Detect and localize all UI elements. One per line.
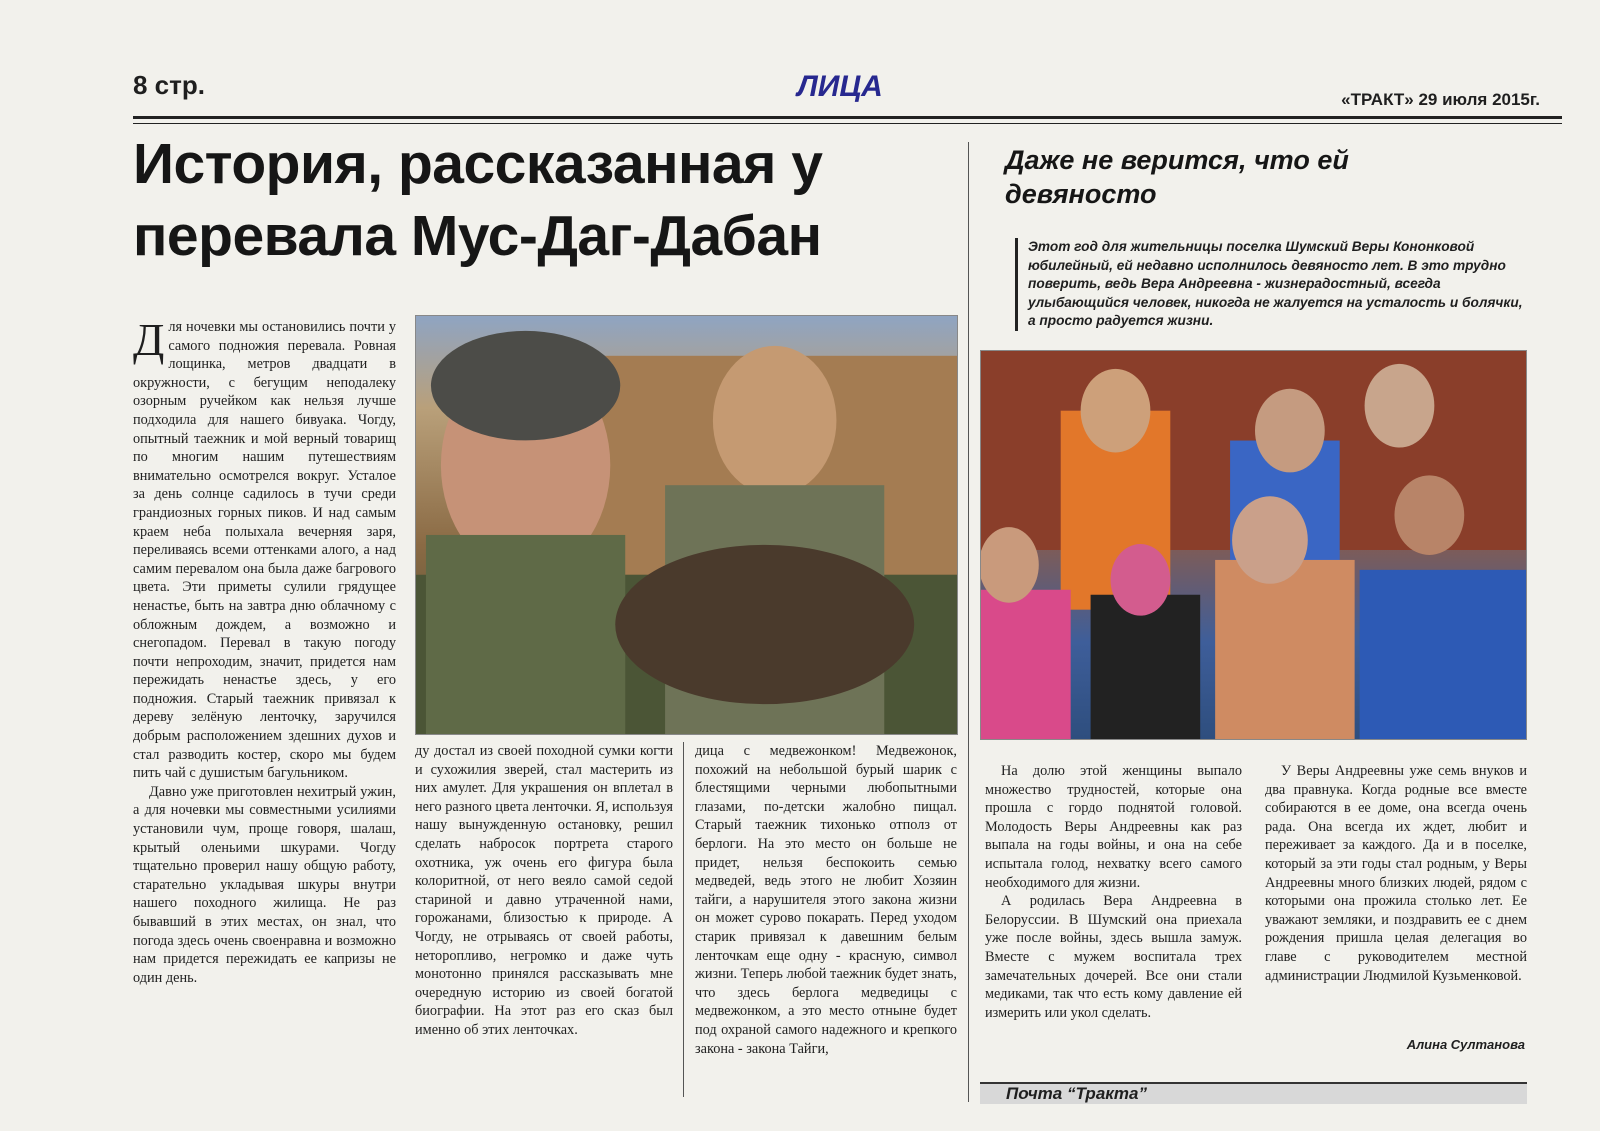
article1-paragraph-2: Давно уже приготовлен нехитрый ужин, а для ночевки мы совместными усилиями установили чум, проще говоря, шалаш, крытый оленьими шкурами. Чогду тщательно проверил нашу общую работу, старательно укладывая шкуры внутри нашего походного жилища. Не раз бывавший в этих местах, он знал, что погода здесь очень своенравна и возможно нам придется пережидать ее капризы не один день. [133,783,396,986]
article1-column-2 [415,742,673,1097]
header-rule-thin [133,123,1562,124]
article2-headline: Даже не верится, что ей девяносто [1005,145,1349,209]
article2-paragraph-2: А родилась Вера Андреевна в Белоруссии. В Шумский она приехала уже после войны, здесь вышла замуж. Вместе с мужем воспитала трех замечательных дочерей. Все они стали медиками, так что есть кому давление ей измерить или укол сделать. [985,893,1242,1021]
drop-cap: Д [133,318,165,365]
column-divider [683,742,684,1097]
article1-column-3 [695,742,957,1097]
article2-lead: Этот год для жительницы поселка Шумский Веры Кононковой юбилейный, ей недавно исполнилось девяносто лет. В это трудно поверить, ведь Вера Андреевна - жизнерадостный, всегда улыбающийся человек, никогда не жалуется на усталость и болячки, а просто радуется жизни. [1015,238,1530,331]
issue-date: «ТРАКТ» 29 июля 2015г. [1341,90,1540,109]
hunters-with-bear-cub-photo [415,315,958,735]
article2-paragraph-3: У Веры Андреевны уже семь внуков и два правнука. Когда родные все вместе собираются в ее доме, она всегда очень рада. Она всегда их ждет, любит и переживает за каждого. Да и в поселке, который за эти годы стал родным, у Веры Андреевны много близких людей, рядом с которыми она прожила столько лет. Ее уважают земляки, и поздравить ее с днем рождения пришла целая делегация во главе с руководителем местной администрации Людмилой Кузьменковой. [1265,763,1527,984]
article1-column-3-text: дица с медвежонком! Медвежонок, похожий на небольшой бурый шарик с блестящими черными любопытными глазами, по-детски жалобно пищал. Старый таежник тихонько отполз от берлоги. На это место он больше не придет, нельзя беспокоить семью медведей, ведь этого не любит Хозяин тайги, а нарушителя этого закона жизни он может сурово покарать. Перед уходом старик привязал к давешним белым ленточкам еще одну - красную, символ жизни. Теперь любой таежник будет знать, что здесь берлога медведицы с медвежонком, а это место отныне будет под охраной самого надежного и крепкого закона - закона Тайги, [695,743,957,1057]
section-title: ЛИЦА [797,70,883,103]
article1-paragraph-1: ля ночевки мы остановились почти у самого подножия перевала. Ровная лощинка, метров двадцати в окружности, с бегущим неподалеку озорным ручейком как нельзя лучше подходила для нашего бивуака. Чогду, опытный таежник и мой верный товарищ по многим нашим путешествиям внимательно осмотрелся вокруг. Усталое за день солнце садилось в тучи среди грандиозных горных пиков. И над самым краем неба полыхала вечерняя заря, переливаясь всеми оттенками алого, а над самим перевалом она была даже багрового цвета. Эти приметы сулили грядущее ненастье, быть на завтра дню облачному с обложным дождем, а возможно и снегопадом. Перевал в такую погоду почти непроходим, значит, придется нам пережидать ненастье здесь, у его подножия. Старый таежник привязал к дереву зелёную ленточку, заручился добрым расположением здешних духов и стал разводить костер, скоро мы будем пить чай с душистым багульником. [133,319,396,782]
article2-column-1 [985,762,1242,1092]
article1-column-2-text: ду достал из своей походной сумки когти и сухожилия зверей, стал мастерить из них амулет. Для украшения он вплетал в него разного цвета ленточки. Я, используя нашу вынужденную остановку, решил сделать набросок портрета старого охотника, уж очень его фигура была колоритной, от него веяло самой седой стариной и давно утраченной нами, горожанами, близостью к природе. А Чогду, не отрываясь от своей работы, неторопливо, негромко и даже чуть монотонно принялся рассказывать мне очередную историю из своей богатой биографии. На этот раз его сказ был именно об этих ленточках. [415,743,673,1038]
header-rule [133,116,1562,119]
article2-column-2 [1265,762,1527,1047]
article1-column-1 [133,318,396,1098]
page-number: 8 стр. [133,70,205,100]
mail-section-bar: Почта “Тракта” [980,1082,1527,1104]
article2-paragraph-1: На долю этой женщины выпало множество трудностей, которые она прошла с гордо поднятой головой. Молодость Веры Андреевны как раз выпала на годы войны, и она на себе испытала голод, нехватку всего самого необходимого для жизни. [985,763,1242,891]
article-divider [968,142,969,1102]
author-byline: Алина Султанова [1406,1037,1525,1052]
article1-headline: История, рассказанная у перевала Мус-Даг-Дабан [133,132,823,268]
family-group-photo [980,350,1527,740]
